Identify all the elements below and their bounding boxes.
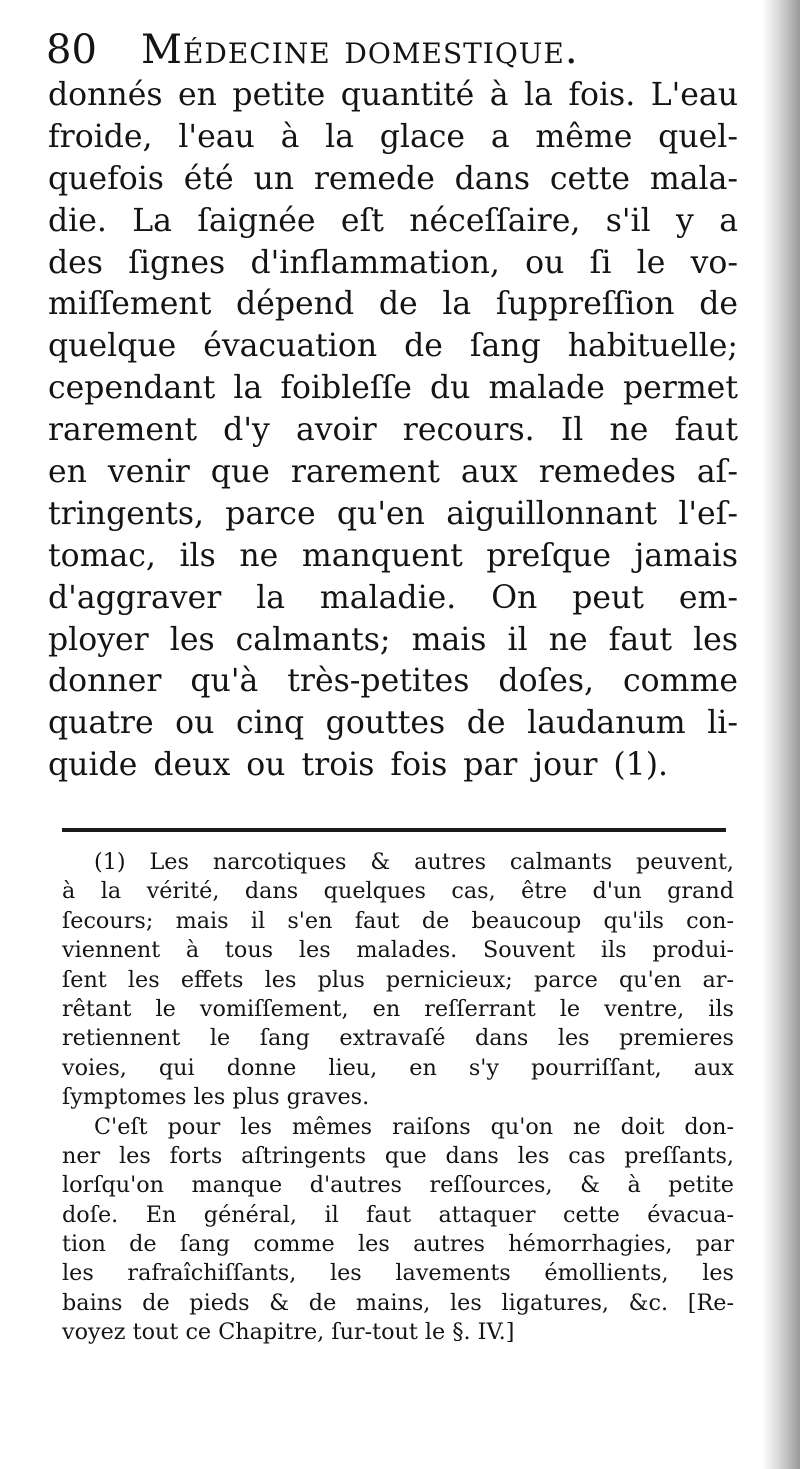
running-header	[46, 18, 736, 82]
page-gutter-shadow	[762, 0, 800, 1469]
text-line: des ſignes d'inflammation, ou ſi le vo-	[48, 244, 738, 281]
footnote-line: rêtant le vomiſſement, en reſſerrant le ventre, ils	[62, 995, 734, 1022]
text-line: quelque évacuation de ſang habituelle;	[48, 328, 738, 365]
running-title: Médecine domestique.	[141, 27, 579, 73]
footnote-line: lorſqu'on manque d'autres reſſources, & à petite	[62, 1172, 734, 1199]
text-line: quide deux ou trois fois par jour (1).	[48, 747, 669, 784]
text-line: donnés en petite quantité à la fois. L'eau	[48, 77, 738, 113]
footnote-line: à la vérité, dans quelques cas, être d'un grand	[62, 878, 734, 905]
page-number: 80	[46, 27, 97, 73]
text-line: tomac, ils ne manquent preſque jamais	[48, 537, 738, 574]
footnote-line: bains de pieds & de mains, les ligatures, &c. [Re-	[62, 1289, 734, 1316]
main-text	[48, 75, 738, 787]
text-line: quatre ou cinq gouttes de laudanum li-	[48, 705, 738, 742]
footnote-line: ſecours; mais il s'en faut de beaucoup qu'ils con-	[62, 907, 734, 934]
footnote-line: retiennent le ſang extravaſé dans les premieres	[62, 1025, 734, 1052]
text-line: d'aggraver la maladie. On peut em-	[48, 579, 738, 616]
text-line: cependant la foibleſſe du malade permet	[48, 370, 738, 407]
text-line: donner qu'à très-petites doſes, comme	[48, 663, 738, 700]
footnote-line: (1) Les narcotiques & autres calmants peuvent,	[94, 849, 734, 875]
footnote-line: doſe. En général, il faut attaquer cette évacua-	[62, 1201, 734, 1228]
footnote-line: les rafraîchiſſants, les lavements émollients, les	[62, 1260, 734, 1287]
footnote-line: ner les forts aſtringents que dans les cas preſſants,	[62, 1142, 734, 1169]
text-line: tringents, parce qu'en aiguillonnant l'eſ-	[48, 495, 738, 532]
footnote-line: ſent les effets les plus pernicieux; parce qu'en ar-	[62, 966, 734, 993]
text-line: die. La ſaignée eſt néceſſaire, s'il y a	[48, 202, 738, 239]
footnote-rule	[62, 828, 726, 832]
footnote-line: viennent à tous les malades. Souvent ils produi-	[62, 937, 734, 964]
text-line: miſſement dépend de la ſuppreſſion de	[48, 286, 738, 323]
text-line: ployer les calmants; mais il ne faut les	[48, 621, 738, 658]
text-line: en venir que rarement aux remedes aſ-	[48, 454, 738, 491]
text-line: rarement d'y avoir recours. Il ne faut	[48, 412, 738, 449]
footnote-line: voyez tout ce Chapitre, ſur-tout le §. IV.]	[62, 1319, 515, 1346]
footnote-line: ſymptomes les plus graves.	[62, 1084, 370, 1111]
footnote-line: voies, qui donne lieu, en s'y pourriſſant, aux	[62, 1054, 734, 1081]
text-line: quefois été un remede dans cette mala-	[48, 160, 738, 197]
footnote-line: tion de ſang comme les autres hémorrhagies, par	[62, 1231, 734, 1258]
footnote	[62, 848, 734, 1348]
footnote-line: C'eſt pour les mêmes raiſons qu'on ne doit don-	[94, 1113, 734, 1140]
text-line: froide, l'eau à la glace a même quel-	[48, 118, 738, 155]
